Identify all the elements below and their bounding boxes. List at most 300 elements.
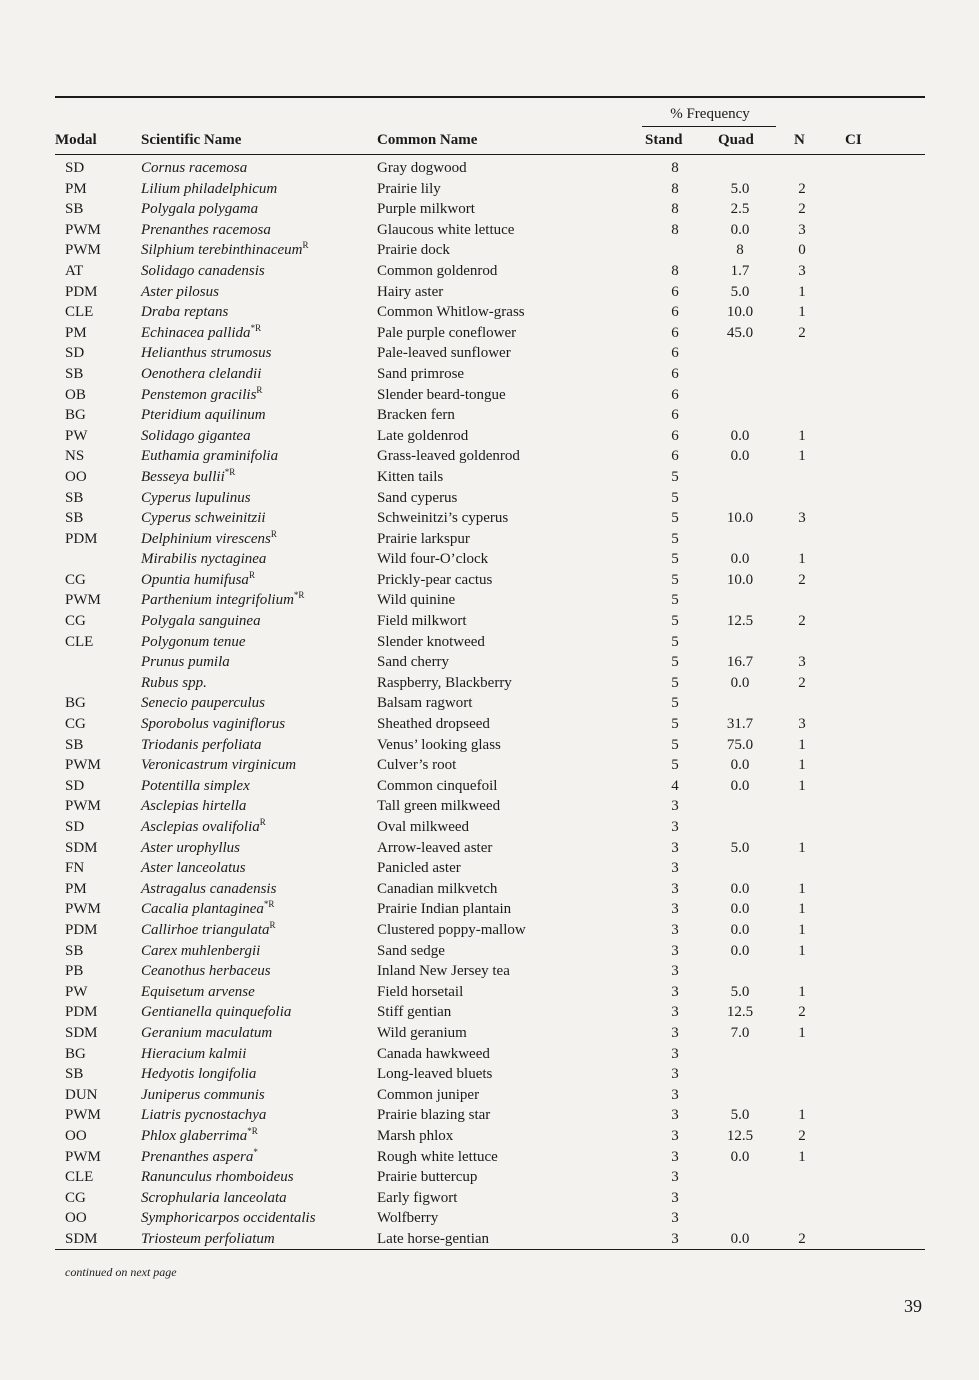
scientific-name-text: Prunus pumila: [141, 654, 230, 671]
stand-frequency-cell: 3: [671, 1107, 679, 1124]
quad-frequency-cell: 0.0: [730, 221, 750, 238]
common-name-cell: Sheathed dropseed: [377, 716, 490, 733]
table-row: [0, 776, 979, 797]
scientific-name-text: Juniperus communis: [141, 1086, 265, 1103]
scientific-name-text: Liatris pycnostachya: [141, 1107, 267, 1124]
scientific-name-cell: [141, 282, 219, 302]
scientific-name-cell: [141, 899, 274, 919]
quad-frequency-cell: 31.7: [726, 716, 754, 733]
n-count-cell: 1: [798, 304, 806, 321]
stand-frequency-cell: 3: [671, 1024, 679, 1041]
table-row: [0, 261, 979, 282]
stand-frequency-cell: 5: [671, 571, 679, 588]
common-name-cell: Hairy aster: [377, 283, 444, 300]
common-name-cell: Prairie lily: [377, 180, 441, 197]
quad-frequency-cell: 0.0: [730, 880, 750, 897]
common-name-cell: Clustered poppy-mallow: [377, 921, 526, 938]
stand-frequency-cell: 6: [671, 345, 679, 362]
modal-code-cell: CLE: [65, 633, 94, 650]
modal-code-cell: AT: [65, 262, 84, 279]
n-count-cell: 2: [798, 613, 806, 630]
n-count-cell: 1: [798, 736, 806, 753]
quad-frequency-cell: 5.0: [730, 839, 750, 856]
common-name-cell: Field milkwort: [377, 613, 467, 630]
quad-frequency-cell: 5.0: [730, 983, 750, 1000]
common-name-cell: Pale-leaved sunflower: [377, 345, 511, 362]
table-row: [0, 1229, 979, 1250]
scientific-name-text: Equisetum arvense: [141, 983, 255, 1000]
n-count-cell: 1: [798, 1024, 806, 1041]
quad-frequency-cell: 16.7: [726, 654, 754, 671]
modal-code-cell: PM: [65, 180, 87, 197]
table-row: [0, 796, 979, 817]
stand-frequency-cell: 8: [671, 262, 679, 279]
scientific-name-cell: [141, 796, 246, 816]
scientific-name-cell: [141, 302, 228, 322]
scientific-name-cell: [141, 405, 266, 425]
table-row: [0, 467, 979, 488]
scientific-name-cell: [141, 941, 260, 961]
modal-code-cell: PDM: [65, 1004, 98, 1021]
quad-frequency-cell: 10.0: [726, 510, 754, 527]
common-name-cell: Canada hawkweed: [377, 1045, 490, 1062]
table-row: [0, 302, 979, 323]
status-superscript: *R: [293, 590, 305, 601]
table-row: [0, 570, 979, 591]
stand-frequency-cell: 3: [671, 983, 679, 1000]
common-name-cell: Inland New Jersey tea: [377, 963, 510, 980]
stand-frequency-cell: 5: [671, 592, 679, 609]
modal-code-cell: OB: [65, 386, 86, 403]
scientific-name-cell: [141, 1023, 272, 1043]
header-n: N: [794, 132, 805, 148]
common-name-cell: Kitten tails: [377, 468, 444, 485]
common-name-cell: Raspberry, Blackberry: [377, 674, 512, 691]
modal-code-cell: PDM: [65, 283, 98, 300]
header-stand: Stand: [645, 132, 683, 148]
status-superscript: *R: [250, 322, 262, 333]
scientific-name-text: Scrophularia lanceolata: [141, 1189, 287, 1206]
n-count-cell: 1: [798, 942, 806, 959]
status-superscript: R: [269, 919, 276, 930]
modal-code-cell: BG: [65, 407, 86, 424]
table-row: [0, 426, 979, 447]
n-count-cell: 3: [798, 716, 806, 733]
stand-frequency-cell: 3: [671, 1066, 679, 1083]
modal-code-cell: PDM: [65, 530, 98, 547]
modal-code-cell: CG: [65, 613, 86, 630]
scientific-name-text: Solidago canadensis: [141, 262, 265, 279]
modal-code-cell: NS: [65, 448, 85, 465]
scientific-name-text: Asclepias ovalifolia: [141, 819, 260, 835]
table-row: [0, 446, 979, 467]
common-name-cell: Gray dogwood: [377, 160, 467, 176]
modal-code-cell: PWM: [65, 1148, 101, 1165]
common-name-cell: Marsh phlox: [377, 1127, 454, 1144]
common-name-cell: Tall green milkweed: [377, 798, 501, 815]
scientific-name-text: Cyperus lupulinus: [141, 489, 251, 506]
stand-frequency-cell: 5: [671, 510, 679, 527]
scientific-name-cell: [141, 261, 265, 281]
scientific-name-text: Besseya bullii: [141, 468, 225, 485]
table-row: [0, 1167, 979, 1188]
common-name-cell: Prairie blazing star: [377, 1107, 491, 1124]
modal-code-cell: OO: [65, 1210, 87, 1227]
modal-code-cell: CG: [65, 571, 86, 588]
stand-frequency-cell: 8: [671, 221, 679, 238]
stand-frequency-cell: 3: [671, 1127, 679, 1144]
stand-frequency-cell: 6: [671, 448, 679, 465]
frequency-group-underline: [642, 126, 776, 127]
n-count-cell: 2: [798, 1127, 806, 1144]
scientific-name-cell: [141, 220, 271, 240]
table-row: [0, 1126, 979, 1147]
modal-code-cell: SD: [65, 777, 85, 794]
scientific-name-cell: [141, 673, 207, 693]
stand-frequency-cell: 6: [671, 304, 679, 321]
stand-frequency-cell: 3: [671, 1189, 679, 1206]
table-row: [0, 920, 979, 941]
scientific-name-text: Aster lanceolatus: [141, 860, 246, 877]
header-modal: Modal: [55, 132, 97, 148]
table-row: [0, 714, 979, 735]
n-count-cell: 2: [798, 180, 806, 197]
common-name-cell: Glaucous white lettuce: [377, 221, 515, 238]
stand-frequency-cell: 8: [671, 180, 679, 197]
modal-code-cell: PB: [65, 963, 84, 980]
scientific-name-text: Solidago gigantea: [141, 427, 251, 444]
stand-frequency-cell: 5: [671, 633, 679, 650]
scientific-name-cell: [141, 1064, 256, 1084]
scientific-name-text: Prenanthes racemosa: [141, 221, 271, 238]
quad-frequency-cell: 8: [736, 242, 744, 259]
stand-frequency-cell: 8: [671, 160, 679, 176]
stand-frequency-cell: 3: [671, 1086, 679, 1103]
common-name-cell: Sand sedge: [377, 942, 445, 959]
scientific-name-cell: [141, 982, 255, 1002]
scientific-name-text: Astragalus canadensis: [141, 880, 277, 897]
stand-frequency-cell: 8: [671, 201, 679, 218]
table-row: [0, 632, 979, 653]
n-count-cell: 1: [798, 427, 806, 444]
scientific-name-text: Potentilla simplex: [141, 777, 250, 794]
stand-frequency-cell: 5: [671, 530, 679, 547]
table-row: [0, 405, 979, 426]
table-row: [0, 179, 979, 200]
modal-code-cell: PW: [65, 983, 88, 1000]
common-name-cell: Common juniper: [377, 1086, 480, 1103]
stand-frequency-cell: 3: [671, 1148, 679, 1165]
modal-code-cell: SD: [65, 160, 85, 176]
n-count-cell: 2: [798, 1004, 806, 1021]
stand-frequency-cell: 3: [671, 880, 679, 897]
scientific-name-cell: [141, 1167, 294, 1187]
scientific-name-cell: [141, 1126, 258, 1146]
quad-frequency-cell: 0.0: [730, 921, 750, 938]
quad-frequency-cell: 7.0: [730, 1024, 750, 1041]
scientific-name-cell: [141, 529, 277, 549]
scientific-name-cell: [141, 158, 247, 178]
n-count-cell: 3: [798, 654, 806, 671]
page-number: 39: [904, 1296, 922, 1316]
common-name-cell: Common cinquefoil: [377, 777, 498, 794]
table-row: [0, 1085, 979, 1106]
scientific-name-text: Cyperus schweinitzii: [141, 510, 266, 527]
stand-frequency-cell: 6: [671, 365, 679, 382]
scientific-name-text: Lilium philadelphicum: [141, 180, 278, 197]
scientific-name-cell: [141, 508, 266, 528]
table-row: [0, 755, 979, 776]
table-row: [0, 693, 979, 714]
scientific-name-cell: [141, 776, 250, 796]
scientific-name-cell: [141, 1105, 266, 1125]
table-row: [0, 508, 979, 529]
scientific-name-text: Gentianella quinquefolia: [141, 1004, 292, 1021]
quad-frequency-cell: 75.0: [726, 736, 754, 753]
scientific-name-text: Hedyotis longifolia: [141, 1066, 257, 1083]
modal-code-cell: PDM: [65, 921, 98, 938]
scientific-name-cell: [141, 590, 304, 610]
n-count-cell: 1: [798, 1107, 806, 1124]
common-name-cell: Sand primrose: [377, 365, 465, 382]
table-row: [0, 1208, 979, 1229]
scientific-name-text: Triodanis perfoliata: [141, 736, 262, 753]
header-quad: Quad: [718, 132, 754, 148]
table-row: [0, 529, 979, 550]
continued-note: continued on next page: [65, 1265, 177, 1279]
scientific-name-text: Geranium maculatum: [141, 1024, 273, 1041]
n-count-cell: 1: [798, 777, 806, 794]
common-name-cell: Stiff gentian: [377, 1004, 452, 1021]
scientific-name-text: Ceanothus herbaceus: [141, 963, 271, 980]
quad-frequency-cell: 12.5: [726, 1004, 754, 1021]
n-count-cell: 1: [798, 983, 806, 1000]
scientific-name-text: Triosteum perfoliatum: [141, 1230, 275, 1247]
modal-code-cell: PM: [65, 880, 87, 897]
scientific-name-cell: [141, 693, 265, 713]
scientific-name-text: Silphium terebinthinaceum: [141, 242, 303, 259]
quad-frequency-cell: 10.0: [726, 571, 754, 588]
modal-code-cell: SB: [65, 942, 84, 959]
scientific-name-text: Helianthus strumosus: [141, 345, 272, 362]
scientific-name-text: Polygala polygama: [141, 201, 259, 218]
modal-code-cell: BG: [65, 695, 86, 712]
modal-code-cell: CLE: [65, 1169, 94, 1186]
scientific-name-text: Hieracium kalmii: [141, 1045, 247, 1062]
scientific-name-cell: [141, 199, 258, 219]
scientific-name-cell: [141, 385, 262, 405]
common-name-cell: Prickly-pear cactus: [377, 571, 493, 588]
table-row: [0, 1147, 979, 1168]
scientific-name-cell: [141, 755, 296, 775]
n-count-cell: 2: [798, 571, 806, 588]
common-name-cell: Early figwort: [377, 1189, 458, 1206]
table-row: [0, 323, 979, 344]
stand-frequency-cell: 6: [671, 427, 679, 444]
scientific-name-cell: [141, 1044, 246, 1064]
scientific-name-cell: [141, 364, 261, 384]
modal-code-cell: SB: [65, 365, 84, 382]
scientific-name-text: Phlox glaberrima: [141, 1127, 248, 1144]
common-name-cell: Prairie Indian plantain: [377, 901, 512, 918]
stand-frequency-cell: 3: [671, 942, 679, 959]
common-name-cell: Prairie buttercup: [377, 1169, 478, 1186]
scientific-name-cell: [141, 1188, 287, 1208]
scientific-name-text: Cornus racemosa: [141, 160, 248, 176]
quad-frequency-cell: 5.0: [730, 283, 750, 300]
table-row: [0, 961, 979, 982]
scientific-name-cell: [141, 1147, 258, 1167]
n-count-cell: 3: [798, 510, 806, 527]
common-name-cell: Schweinitzi’s cyperus: [377, 510, 509, 527]
scientific-name-text: Polygala sanguinea: [141, 613, 261, 630]
table-row: [0, 652, 979, 673]
modal-code-cell: PWM: [65, 757, 101, 774]
modal-code-cell: PWM: [65, 901, 101, 918]
scientific-name-text: Prenanthes aspera: [141, 1148, 254, 1165]
modal-code-cell: SB: [65, 1066, 84, 1083]
table-row: [0, 858, 979, 879]
table-row: [0, 1188, 979, 1209]
scientific-name-text: Aster urophyllus: [141, 839, 241, 856]
stand-frequency-cell: 3: [671, 921, 679, 938]
quad-frequency-cell: 10.0: [726, 304, 754, 321]
scientific-name-cell: [141, 632, 246, 652]
status-superscript: R: [259, 817, 266, 827]
stand-frequency-cell: 5: [671, 613, 679, 630]
scientific-name-text: Aster pilosus: [141, 283, 219, 300]
quad-frequency-cell: 0.0: [730, 777, 750, 794]
scientific-name-cell: [141, 488, 251, 508]
scientific-name-cell: [141, 817, 266, 837]
stand-frequency-cell: 6: [671, 407, 679, 424]
stand-frequency-cell: 3: [671, 798, 679, 815]
common-name-cell: Wild four-O’clock: [377, 551, 489, 568]
stand-frequency-cell: 3: [671, 1210, 679, 1227]
quad-frequency-cell: 0.0: [730, 757, 750, 774]
scientific-name-cell: [141, 179, 277, 199]
modal-code-cell: SB: [65, 201, 84, 218]
scientific-name-cell: [141, 879, 276, 899]
scientific-name-cell: [141, 735, 261, 755]
status-superscript: *R: [224, 466, 236, 477]
quad-frequency-cell: 2.5: [730, 201, 750, 218]
modal-code-cell: OO: [65, 468, 87, 485]
status-superscript: R: [302, 240, 309, 251]
scientific-name-cell: [141, 838, 240, 858]
table-row: [0, 1064, 979, 1085]
scientific-name-text: Oenothera clelandii: [141, 365, 262, 382]
table-row: [0, 364, 979, 385]
n-count-cell: 1: [798, 757, 806, 774]
quad-frequency-cell: 5.0: [730, 1107, 750, 1124]
modal-code-cell: PW: [65, 427, 88, 444]
stand-frequency-cell: 6: [671, 386, 679, 403]
scientific-name-text: Mirabilis nyctaginea: [141, 551, 267, 568]
table-row: [0, 488, 979, 509]
modal-code-cell: SD: [65, 819, 85, 835]
scientific-name-text: Rubus spp.: [141, 674, 207, 691]
table-row: [0, 1105, 979, 1126]
table-row: [0, 941, 979, 962]
scientific-name-cell: [141, 1229, 275, 1249]
common-name-cell: Wolfberry: [377, 1210, 439, 1227]
scientific-name-cell: [141, 446, 278, 466]
stand-frequency-cell: 5: [671, 551, 679, 568]
modal-code-cell: SB: [65, 510, 84, 527]
stand-frequency-cell: 3: [671, 901, 679, 918]
modal-code-cell: CLE: [65, 304, 94, 321]
scientific-name-cell: [141, 652, 230, 672]
quad-frequency-cell: 1.7: [730, 262, 750, 279]
common-name-cell: Common Whitlow-grass: [377, 304, 525, 321]
scientific-name-text: Delphinium virescens: [141, 530, 271, 547]
common-name-cell: Prairie dock: [377, 242, 450, 259]
scientific-name-text: Callirhoe triangulata: [141, 921, 270, 938]
stand-frequency-cell: 6: [671, 283, 679, 300]
table-row: [0, 611, 979, 632]
scientific-name-cell: [141, 467, 235, 487]
scientific-name-cell: [141, 549, 266, 569]
frequency-group-label: % Frequency: [670, 106, 750, 122]
common-name-cell: Prairie larkspur: [377, 530, 470, 547]
modal-code-cell: CG: [65, 1189, 86, 1206]
common-name-cell: Balsam ragwort: [377, 695, 473, 712]
n-count-cell: 0: [798, 242, 806, 259]
header-common-name: Common Name: [377, 132, 478, 148]
common-name-cell: Bracken fern: [377, 407, 455, 424]
status-superscript: *R: [247, 1125, 258, 1136]
header-ci: CI: [845, 132, 862, 148]
quad-frequency-cell: 0.0: [730, 1148, 750, 1165]
modal-code-cell: DUN: [65, 1086, 98, 1103]
scientific-name-text: Echinacea pallida: [141, 324, 251, 341]
common-name-cell: Sand cherry: [377, 654, 450, 671]
n-count-cell: 1: [798, 921, 806, 938]
n-count-cell: 1: [798, 880, 806, 897]
n-count-cell: 1: [798, 901, 806, 918]
modal-code-cell: PWM: [65, 1107, 101, 1124]
table-top-rule: [55, 96, 925, 98]
n-count-cell: 3: [798, 262, 806, 279]
common-name-cell: Panicled aster: [377, 860, 461, 877]
modal-code-cell: SD: [65, 345, 85, 362]
stand-frequency-cell: 3: [671, 1045, 679, 1062]
table-row: [0, 879, 979, 900]
table-row: [0, 899, 979, 920]
n-count-cell: 1: [798, 551, 806, 568]
quad-frequency-cell: 45.0: [726, 324, 754, 341]
scientific-name-text: Pteridium aquilinum: [141, 407, 266, 424]
scientific-name-text: Asclepias hirtella: [141, 798, 247, 815]
scientific-name-text: Ranunculus rhomboideus: [141, 1169, 294, 1186]
n-count-cell: 2: [798, 1230, 806, 1247]
quad-frequency-cell: 5.0: [730, 180, 750, 197]
scientific-name-cell: [141, 920, 276, 940]
scientific-name-cell: [141, 1085, 265, 1105]
status-superscript: R: [256, 384, 263, 395]
common-name-cell: Arrow-leaved aster: [377, 839, 493, 856]
stand-frequency-cell: 4: [671, 777, 679, 794]
scientific-name-text: Veronicastrum virginicum: [141, 757, 297, 774]
scientific-name-text: Symphoricarpos occidentalis: [141, 1210, 316, 1227]
n-count-cell: 1: [798, 839, 806, 856]
scientific-name-text: Penstemon gracilis: [141, 386, 257, 403]
common-name-cell: Wild geranium: [377, 1024, 467, 1041]
table-row: [0, 838, 979, 859]
scientific-name-cell: [141, 1208, 316, 1228]
table-row: [0, 1002, 979, 1023]
